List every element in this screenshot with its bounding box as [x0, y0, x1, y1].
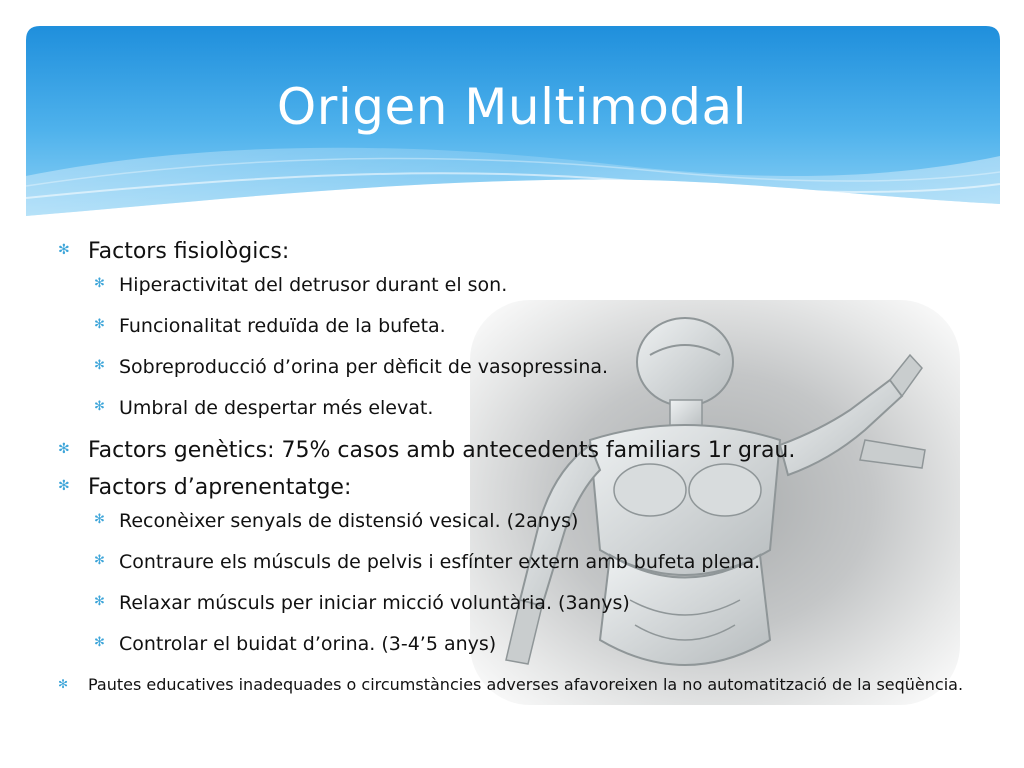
bullet-text: Pautes educatives inadequades o circumstàncies adverses afavoreixen la no automatització de la seqüència.	[88, 675, 964, 694]
bullet-text: Relaxar músculs per iniciar micció voluntària. (3anys)	[119, 592, 630, 614]
sub-bullet-item	[56, 632, 986, 657]
bullet-list	[56, 229, 986, 697]
bullet-text: Reconèixer senyals de distensió vesical. (2anys)	[119, 510, 579, 532]
sub-bullet-item	[56, 550, 986, 575]
asterisk-bullet-icon: ✻	[94, 358, 105, 373]
bullet-text: Contraure els músculs de pelvis i esfínter extern amb bufeta plena.	[119, 551, 761, 573]
sub-bullet-item	[56, 591, 986, 616]
asterisk-bullet-icon: ✻	[58, 478, 70, 494]
bullet-text: Controlar el buidat d’orina. (3-4’5 anys)	[119, 633, 497, 655]
bullet-item	[56, 474, 986, 502]
bullet-text: Funcionalitat reduïda de la bufeta.	[119, 315, 446, 337]
sub-bullet-item	[56, 396, 986, 421]
sub-bullet-item	[56, 273, 986, 298]
sub-bullet-item	[56, 355, 986, 380]
bullet-text: Factors genètics: 75% casos amb antecedents familiars 1r grau.	[88, 438, 796, 463]
asterisk-bullet-icon: ✻	[58, 677, 69, 691]
bullet-text: Factors d’aprenentatge:	[88, 475, 352, 500]
sub-bullet-item	[56, 509, 986, 534]
asterisk-bullet-icon: ✻	[94, 317, 105, 332]
asterisk-bullet-icon: ✻	[94, 399, 105, 414]
asterisk-bullet-icon: ✻	[94, 276, 105, 291]
sub-bullet-item	[56, 314, 986, 339]
asterisk-bullet-icon: ✻	[94, 635, 105, 650]
asterisk-bullet-icon: ✻	[58, 242, 70, 258]
bullet-item	[56, 437, 986, 465]
bullet-text: Umbral de despertar més elevat.	[119, 397, 434, 419]
bullet-item	[56, 238, 986, 266]
slide-title: Origen Multimodal	[276, 78, 748, 136]
bullet-text: Hiperactivitat del detrusor durant el son.	[119, 274, 508, 296]
bullet-item-small	[56, 673, 986, 697]
asterisk-bullet-icon: ✻	[58, 441, 70, 457]
asterisk-bullet-icon: ✻	[94, 594, 105, 609]
asterisk-bullet-icon: ✻	[94, 512, 105, 527]
asterisk-bullet-icon: ✻	[94, 553, 105, 568]
bullet-text: Sobreproducció d’orina per dèficit de vasopressina.	[119, 356, 609, 378]
bullet-text: Factors fisiològics:	[88, 239, 290, 264]
